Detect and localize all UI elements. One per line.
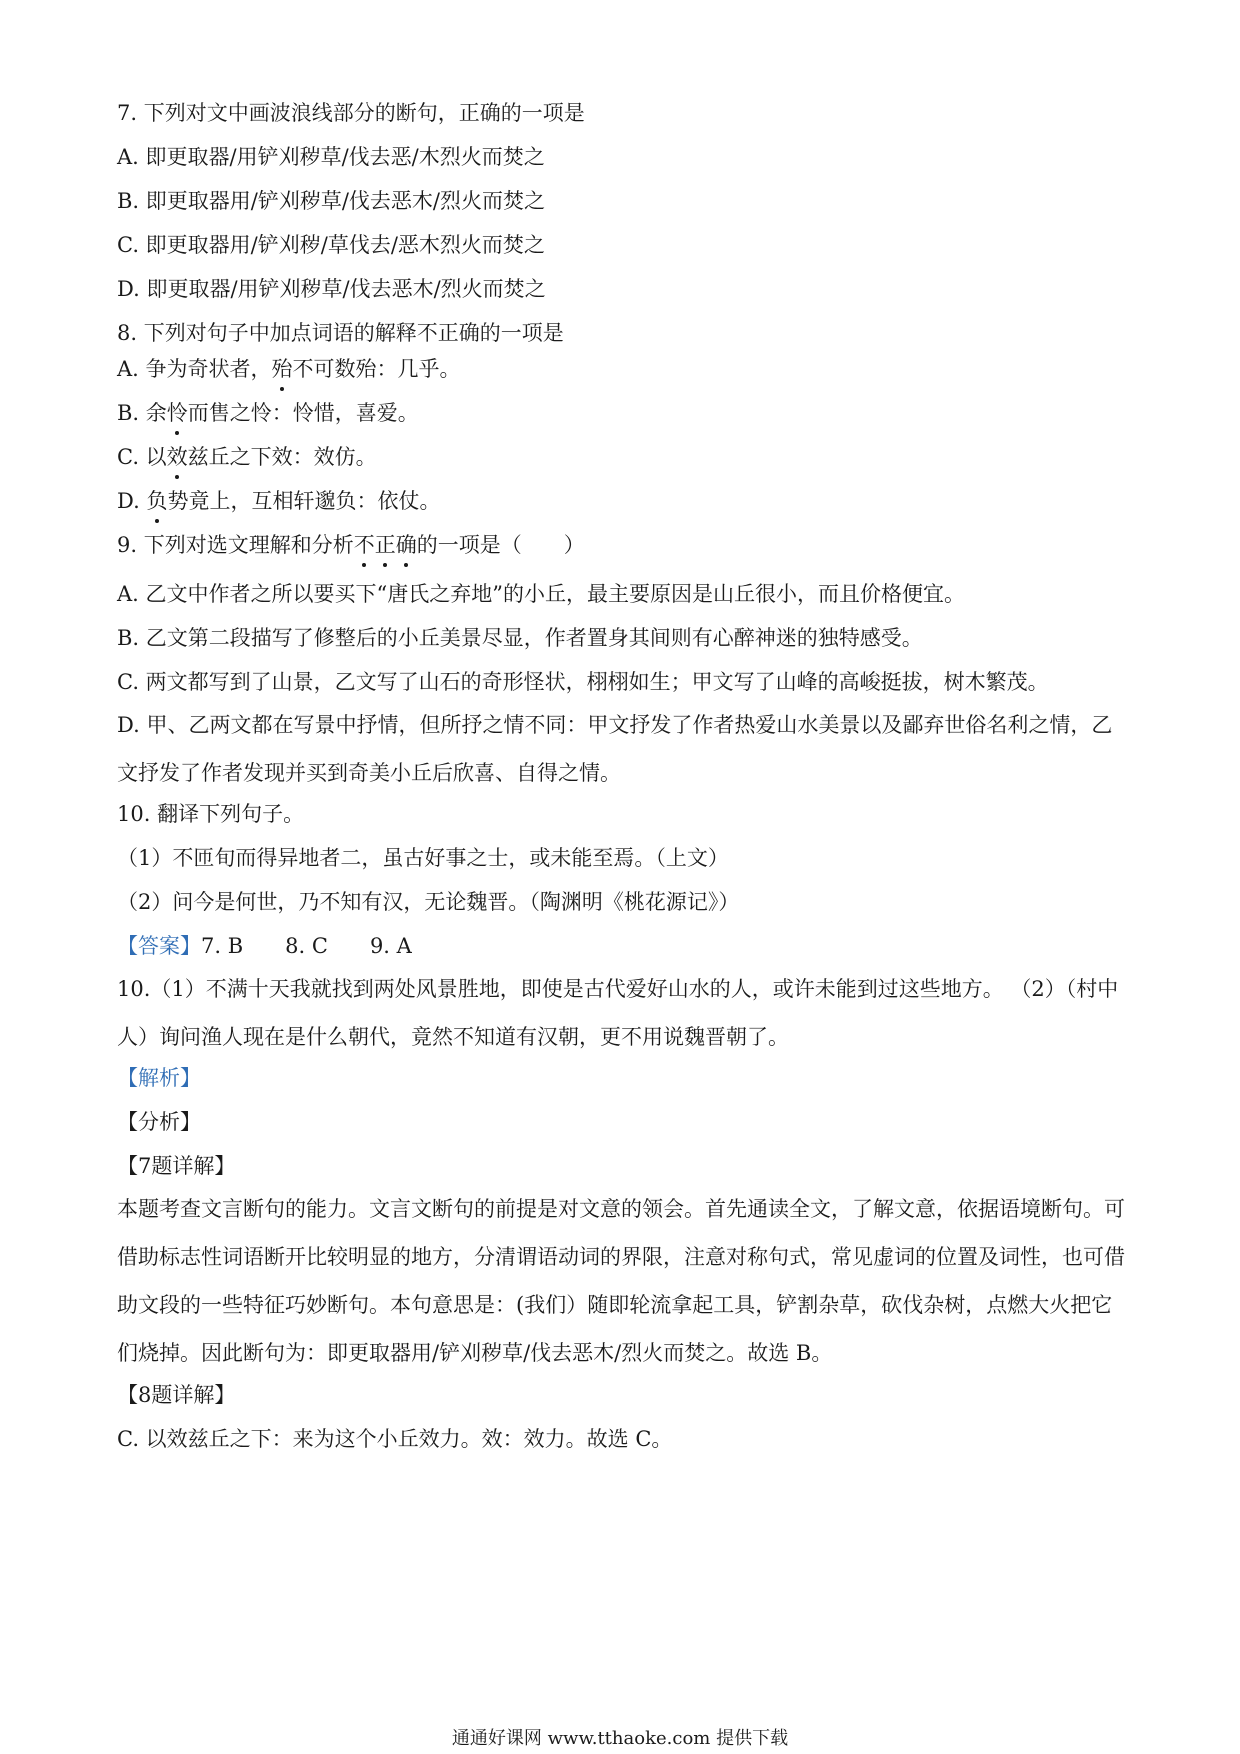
q8-detail-title: 【8题详解】 [117, 1383, 236, 1407]
q8-option-b-post: 而售之怜：怜惜，喜爱。 [187, 401, 419, 425]
fenxi-tag: 【分析】 [117, 1110, 201, 1134]
q8-option-c-post: 兹丘之下效：效仿。 [187, 445, 377, 469]
q9-dotted-char: 确 [396, 530, 417, 560]
q9-option-d: D. 甲、乙两文都在写景中抒情，但所抒之情不同：甲文抒发了作者热爱山水美景以及鄙弃世俗名利之情，乙文抒发了作者发现并买到奇美小丘后欣喜、自得之情。 [117, 713, 1113, 785]
q7-option-d: D. 即更取器/用铲刈秽草/伐去恶木/烈火而焚之 [117, 277, 546, 301]
q7-option-a: A. 即更取器/用铲刈秽草/伐去恶/木烈火而焚之 [117, 145, 545, 169]
q8-option-b-dotted-word: 怜 [167, 398, 188, 428]
q10-stem: 10. 翻译下列句子。 [117, 802, 305, 826]
q7-detail-title: 【7题详解】 [117, 1154, 236, 1178]
q9-dotted-char: 正 [375, 530, 396, 560]
q10-item-1: （1）不匝旬而得异地者二，虽古好事之士，或未能至焉。（上文） [117, 846, 729, 870]
q9-stem [117, 530, 1132, 560]
q8-stem: 8. 下列对句子中加点词语的解释不正确的一项是 [117, 321, 564, 345]
q7-stem: 7. 下列对文中画波浪线部分的断句，正确的一项是 [117, 101, 585, 125]
q8-option-c [117, 442, 1132, 472]
q8-option-d-dotted-word: 负 [146, 486, 167, 516]
answer-row [117, 931, 1132, 961]
q8-option-a-pre: A. 争为奇状者， [117, 357, 272, 381]
q7-option-b: B. 即更取器用/铲刈秽草/伐去恶木/烈火而焚之 [117, 189, 546, 213]
answer-item: 9. A [369, 934, 412, 958]
q8-option-d [117, 486, 1132, 516]
answer-item: 7. B [201, 934, 244, 958]
q8-option-b [117, 398, 1132, 428]
q8-option-c-pre: C. 以 [117, 445, 167, 469]
q8-option-a [117, 354, 1132, 384]
q8-option-a-dotted-word: 殆 [272, 354, 293, 384]
q8-option-a-post: 不可数殆：几乎。 [292, 357, 461, 381]
q7-detail-text: 本题考查文言断句的能力。文言文断句的前提是对文意的领会。首先通读全文，了解文意，依据语境断句。可借助标志性词语断开比较明显的地方，分清谓语动词的界限，注意对称句式，常见虚词的位置及词性，也可借助文段的一些特征巧妙断句。本句意思是：(我们）随即轮流拿起工具，铲割杂草，砍伐杂树，点燃大火把它们烧掉。因此断句为：即更取器用/铲刈秽草/伐去恶木/烈火而焚之。故选 B。 [117, 1197, 1125, 1365]
q8-option-b-pre: B. 余 [117, 401, 167, 425]
q8-option-c-dotted-word: 效 [167, 442, 188, 472]
q9-option-b: B. 乙文第二段描写了修整后的小丘美景尽显，作者置身其间则有心醉神迷的独特感受。 [117, 626, 923, 650]
q9-stem-post: 的一项是（ ） [416, 533, 585, 557]
q8-option-d-post: 势竟上，互相轩邈负：依仗。 [167, 489, 441, 513]
q8-detail-text: C. 以效兹丘之下：来为这个小丘效力。效：效力。故选 C。 [117, 1427, 673, 1451]
analysis-tag: 【解析】 [117, 1066, 201, 1090]
document-body [117, 98, 1132, 1454]
q9-dotted-char: 不 [354, 530, 375, 560]
page-footer: 通通好课网 www.tthaoke.com 提供下载 [451, 1728, 789, 1749]
q8-option-d-pre: D. [117, 489, 147, 513]
answer-item: 8. C [285, 934, 328, 958]
q7-option-c: C. 即更取器用/铲刈秽/草伐去/恶木烈火而焚之 [117, 233, 545, 257]
q9-stem-pre: 9. 下列对选文理解和分析 [117, 533, 354, 557]
q10-item-2: （2）问今是何世，乃不知有汉，无论魏晋。（陶渊明《桃花源记》） [117, 890, 740, 914]
answer-tag: 【答案】 [117, 934, 201, 958]
q9-option-a: A. 乙文中作者之所以要买下“唐氏之弃地”的小丘，最主要原因是山丘很小，而且价格便宜。 [117, 582, 965, 606]
q9-option-c: C. 两文都写到了山景，乙文写了山石的奇形怪状，栩栩如生；甲文写了山峰的高峻挺拔，树木繁茂。 [117, 670, 1049, 694]
q10-answer: 10.（1）不满十天我就找到两处风景胜地，即使是古代爱好山水的人，或许未能到过这些地方。 （2）（村中人）询问渔人现在是什么朝代，竟然不知道有汉朝，更不用说魏晋朝了。 [117, 977, 1119, 1049]
